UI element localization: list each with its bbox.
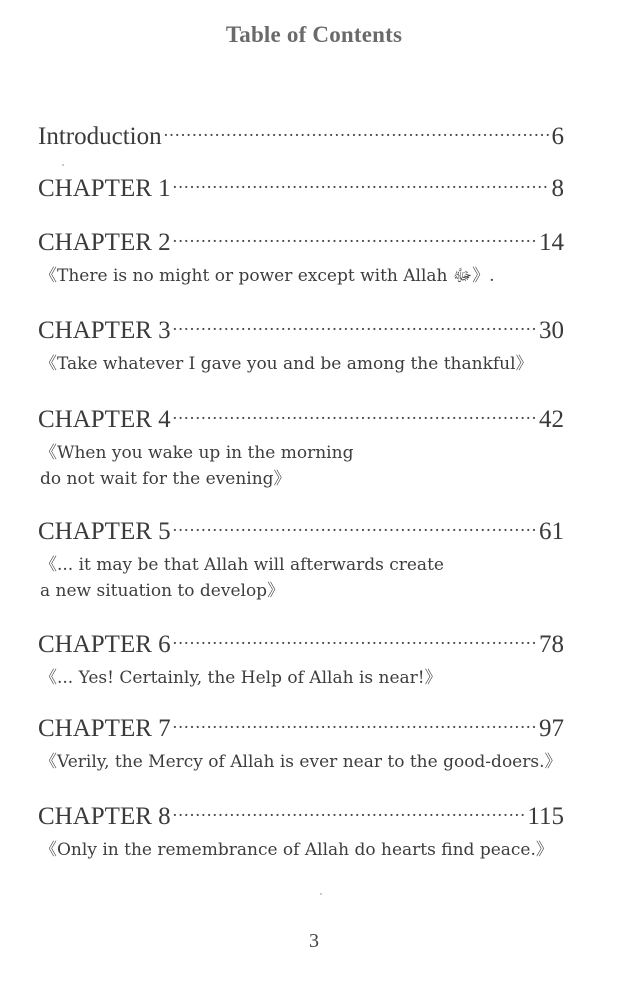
toc-page-number: 97: [539, 715, 564, 742]
toc-line: [38, 403, 564, 435]
dot-leader: [173, 800, 526, 824]
chapter-subtitle: 《There is no might or power except with Allah ﷻ》.: [40, 266, 495, 286]
toc-entry-chapter-1: [38, 172, 564, 204]
toc-page-number: 115: [527, 803, 564, 830]
toc-entry-label: Introduction: [38, 123, 162, 150]
toc-page-number: 8: [551, 175, 564, 202]
toc-line: [38, 172, 564, 204]
dot-leader: [173, 403, 537, 427]
toc-entry-chapter-7: [38, 712, 564, 775]
dot-leader: [173, 172, 550, 196]
dot-leader: [173, 628, 537, 652]
toc-entry-label: CHAPTER 2: [38, 229, 171, 256]
toc-page-number: 61: [539, 518, 564, 545]
chapter-subtitle: 《Only in the remembrance of Allah do hearts find peace.》: [40, 840, 553, 860]
toc-entry-label: CHAPTER 5: [38, 518, 171, 545]
toc-page-number: 78: [539, 631, 564, 658]
dot-leader: [164, 120, 550, 144]
chapter-subtitle: 《Verily, the Mercy of Allah is ever near to the good-doers.》: [40, 752, 562, 772]
toc-page-number: 30: [539, 317, 564, 344]
chapter-subtitle: 《... it may be that Allah will afterwards create: [40, 555, 444, 575]
toc-entry-chapter-5: [38, 515, 564, 604]
page-title: Table of Contents: [225, 22, 403, 47]
toc-entry-chapter-8: [38, 800, 564, 863]
toc-page-number: 14: [539, 229, 564, 256]
toc-entry-label: CHAPTER 7: [38, 715, 171, 742]
toc-line: [38, 120, 564, 152]
dot-leader: [173, 515, 537, 539]
toc-line: [38, 800, 564, 832]
toc-entry-label: CHAPTER 3: [38, 317, 171, 344]
page-number: 3: [309, 930, 319, 952]
chapter-subtitle: 《... Yes! Certainly, the Help of Allah is near!》: [40, 668, 442, 688]
toc-entry-chapter-6: [38, 628, 564, 691]
dot-leader: [173, 226, 537, 250]
toc-line: [38, 628, 564, 660]
toc-entry-chapter-3: [38, 314, 564, 377]
chapter-subtitle-continued: do not wait for the evening》: [40, 469, 291, 489]
dot-leader: [173, 314, 537, 338]
toc-entry-introduction: [38, 120, 564, 152]
toc-entry-chapter-2: [38, 226, 564, 289]
toc-line: [38, 314, 564, 346]
toc-entry-label: CHAPTER 8: [38, 803, 171, 830]
toc-entry-label: CHAPTER 1: [38, 175, 171, 202]
toc-entry-chapter-4: [38, 403, 564, 492]
chapter-subtitle: 《Take whatever I gave you and be among the thankful》: [40, 354, 533, 374]
toc-page-number: 42: [539, 406, 564, 433]
toc-line: [38, 712, 564, 744]
chapter-subtitle-continued: a new situation to develop》: [40, 581, 285, 601]
toc-line: [38, 515, 564, 547]
scan-speck: [62, 164, 64, 166]
dot-leader: [173, 712, 537, 736]
toc-entry-label: CHAPTER 6: [38, 631, 171, 658]
scan-speck: [320, 893, 322, 895]
chapter-subtitle: 《When you wake up in the morning: [40, 443, 354, 463]
toc-line: [38, 226, 564, 258]
toc-entry-label: CHAPTER 4: [38, 406, 171, 433]
toc-page-number: 6: [551, 123, 564, 150]
